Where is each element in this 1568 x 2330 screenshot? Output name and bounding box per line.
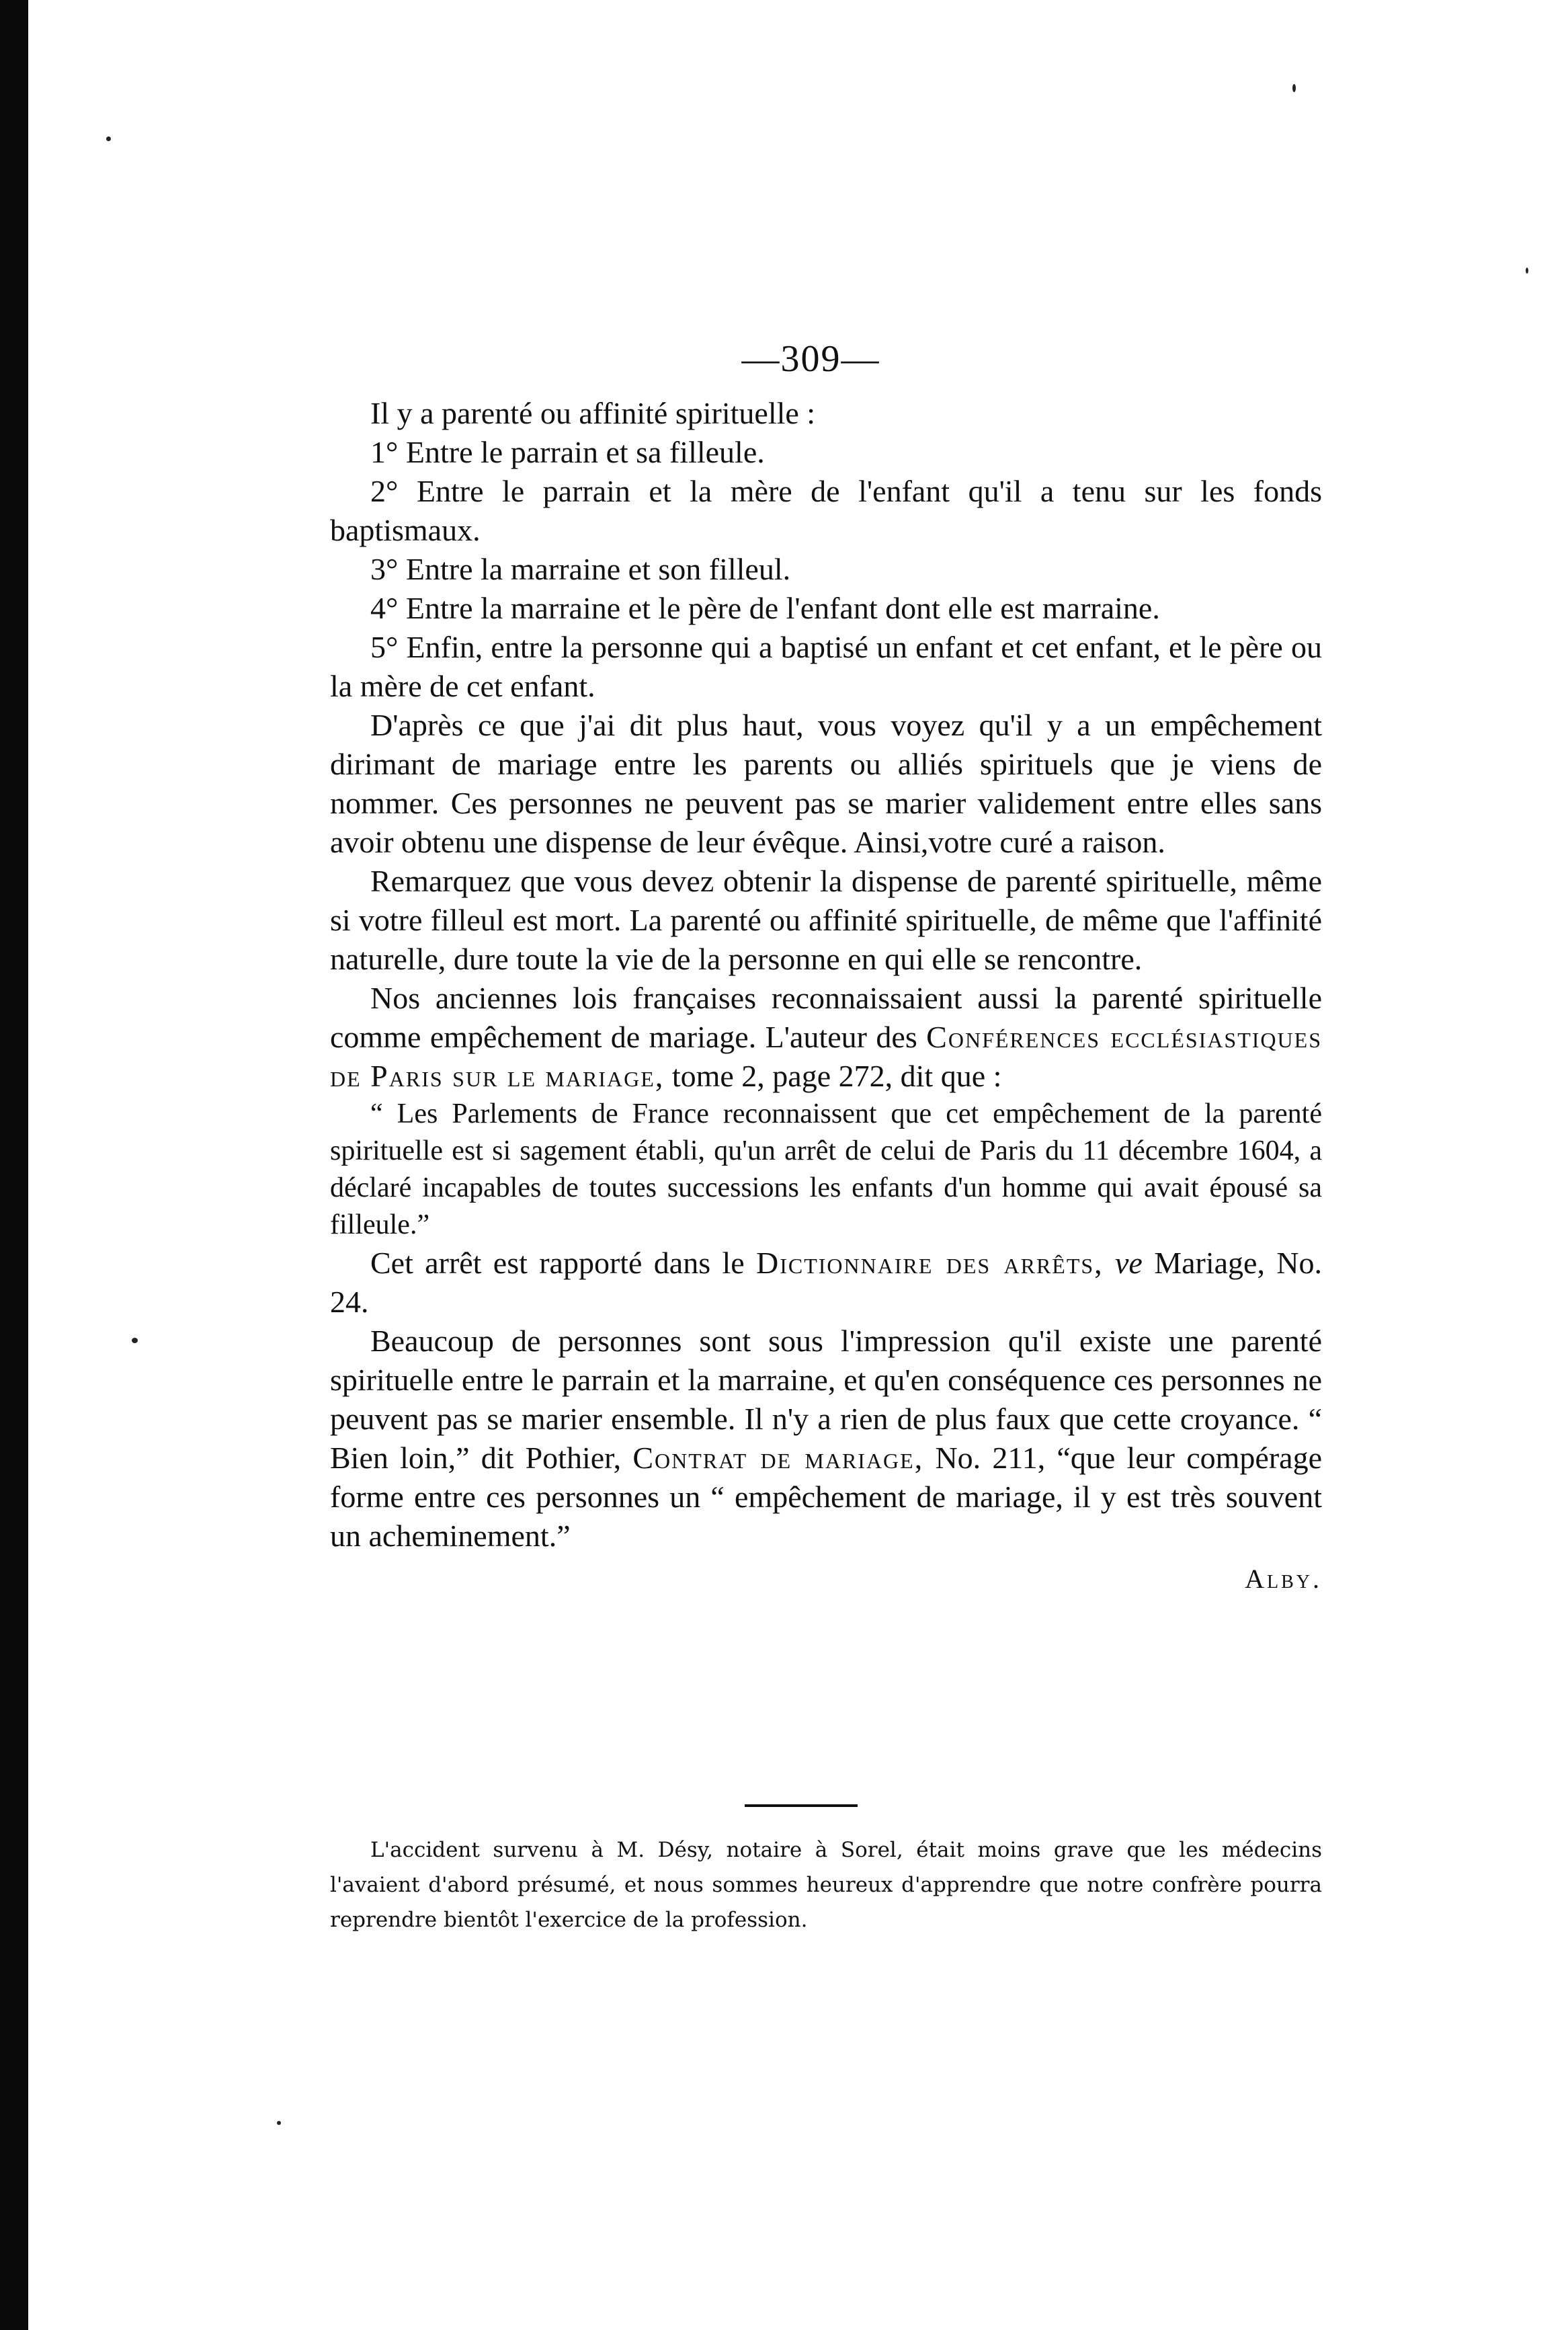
page-number: —309— bbox=[741, 338, 880, 380]
scan-speck bbox=[106, 136, 111, 141]
author-signature: Alby. bbox=[1245, 1564, 1322, 1594]
paragraph: Il y a parenté ou affinité spirituelle : bbox=[370, 396, 816, 430]
scan-speck bbox=[277, 2121, 281, 2125]
paragraph: Remarquez que vous devez obtenir la dispense de parenté spirituelle, même si votre filleul est mort. La parenté ou affinité spirituelle, de même que l'affinité naturelle, dure toute la vie de la personne en qui elle se rencontre. bbox=[330, 864, 1322, 976]
scan-speck bbox=[1292, 84, 1296, 92]
list-item: 5° Enfin, entre la personne qui a baptisé un enfant et cet enfant, et le père ou la mère de cet enfant. bbox=[330, 630, 1322, 703]
block-quote: “ Les Parlements de France reconnaissent que cet empêchement de la parenté spirituelle est si sagement établi, qu'un arrêt de celui de Paris du 11 décembre 1604, a déclaré incapables de toutes successions les enfants d'un homme qui avait épousé sa filleule.” bbox=[330, 1098, 1322, 1240]
article-body bbox=[330, 394, 1322, 1599]
section-divider bbox=[745, 1804, 858, 1807]
scan-speck bbox=[132, 1338, 138, 1343]
paragraph: D'après ce que j'ai dit plus haut, vous voyez qu'il y a un empêchement dirimant de mariage entre les parents ou alliés spirituels que je viens de nommer. Ces personnes ne peuvent pas se marier validement entre elles sans avoir obtenu une dispense de leur évêque. Ainsi,votre curé a raison. bbox=[330, 708, 1322, 859]
paragraph: Nos anciennes lois françaises reconnaissaient aussi la parenté spirituelle comme empêchement de mariage. L'auteur des Conférences ecclésiastiques de Paris sur le mariage, tome 2, page 272, dit que : bbox=[330, 981, 1322, 1093]
list-item: 1° Entre le parrain et sa filleule. bbox=[370, 435, 765, 469]
footnote: L'accident survenu à M. Désy, notaire à Sorel, était moins grave que les médecins l'avaient d'abord présumé, et nous sommes heureux d'apprendre que notre confrère pourra reprendre bientôt l'exercice de la profession. bbox=[330, 1838, 1322, 1932]
paragraph: Cet arrêt est rapporté dans le Dictionnaire des arrêts, ve Mariage, No. 24. bbox=[330, 1246, 1322, 1319]
list-item: 2° Entre le parrain et la mère de l'enfant qu'il a tenu sur les fonds baptismaux. bbox=[330, 474, 1322, 547]
list-item: 4° Entre la marraine et le père de l'enfant dont elle est marraine. bbox=[370, 591, 1160, 625]
paragraph: Beaucoup de personnes sont sous l'impression qu'il existe une parenté spirituelle entre le parrain et la marraine, et qu'en conséquence ces personnes ne peuvent pas se marier ensemble. Il n'y a rien de plus faux que cette croyance. “ Bien loin,” dit Pothier, Contrat de mariage, No. 211, “que leur compérage forme entre ces personnes un “ empêchement de mariage, il y est très souvent un acheminement.” bbox=[330, 1324, 1322, 1553]
list-item: 3° Entre la marraine et son filleul. bbox=[370, 552, 791, 586]
scan-speck bbox=[1526, 268, 1528, 274]
